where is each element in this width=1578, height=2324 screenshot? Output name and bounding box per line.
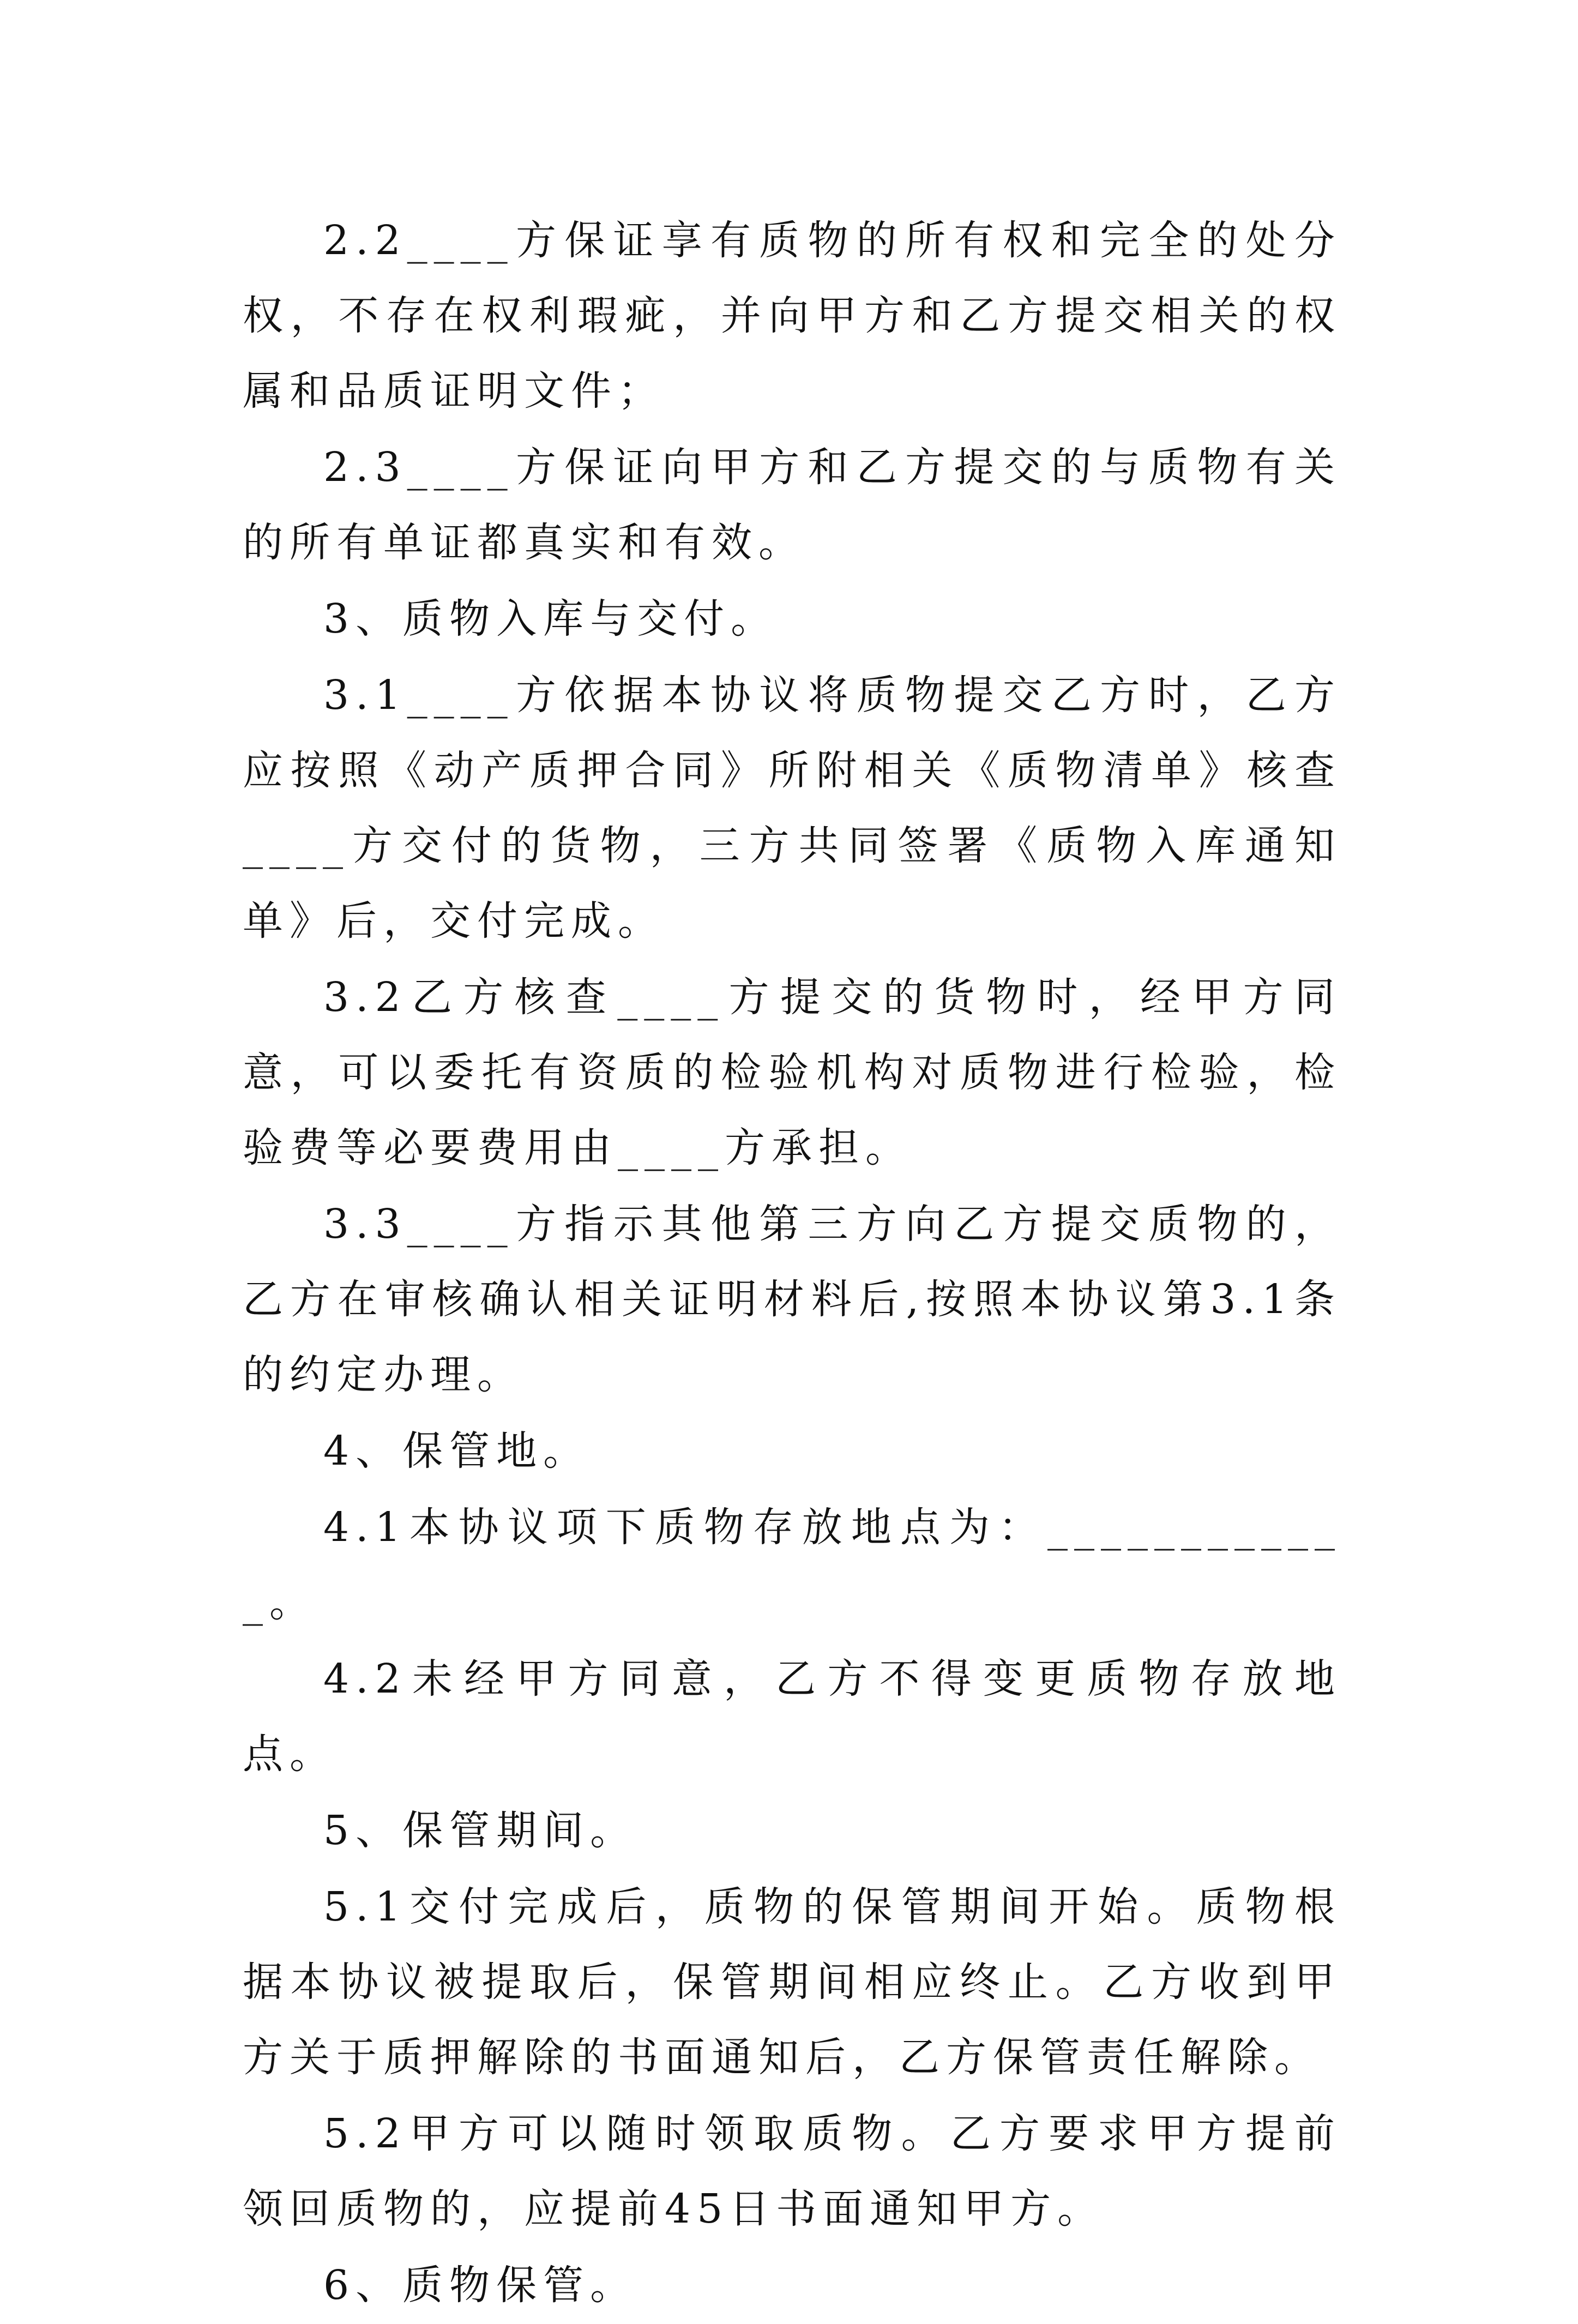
clause-3-2: 3.2乙方核查____方提交的货物时，经甲方同意，可以委托有资质的检验机构对质物进行检验，检验费等必要费用由____方承担。 xyxy=(243,974,1341,1171)
section-6-heading: 6、质物保管。 xyxy=(323,2262,637,2309)
clause-5-1: 5.1交付完成后，质物的保管期间开始。质物根据本协议被提取后，保管期间相应终止。乙方收到甲方关于质押解除的书面通知后，乙方保管责任解除。 xyxy=(243,1883,1341,2081)
clause-2-2: 2.2____方保证享有质物的所有权和完全的处分权，不存在权利瑕疵，并向甲方和乙方提交相关的权属和品质证明文件； xyxy=(243,217,1341,414)
section-3-heading: 3、质物入库与交付。 xyxy=(323,595,778,642)
clause-2-3: 2.3____方保证向甲方和乙方提交的与质物有关的所有单证都真实和有效。 xyxy=(243,444,1341,566)
clause-4-2: 4.2未经甲方同意，乙方不得变更质物存放地点。 xyxy=(243,1655,1341,1778)
clause-4-1: 4.1本协议项下质物存放地点为：____________。 xyxy=(243,1504,1341,1626)
document-body xyxy=(243,203,1341,2324)
section-4-heading: 4、保管地。 xyxy=(323,1428,591,1474)
clause-3-3: 3.3____方指示其他第三方向乙方提交质物的，乙方在审核确认相关证明材料后,按照本协议第3.1条的约定办理。 xyxy=(243,1201,1341,1398)
clause-3-1: 3.1____方依据本协议将质物提交乙方时，乙方应按照《动产质押合同》所附相关《质物清单》核查____方交付的货物，三方共同签署《质物入库通知单》后，交付完成。 xyxy=(243,672,1341,944)
section-5-heading: 5、保管期间。 xyxy=(323,1807,637,1854)
clause-5-2: 5.2甲方可以随时领取质物。乙方要求甲方提前领回质物的，应提前45日书面通知甲方。 xyxy=(243,2110,1341,2232)
